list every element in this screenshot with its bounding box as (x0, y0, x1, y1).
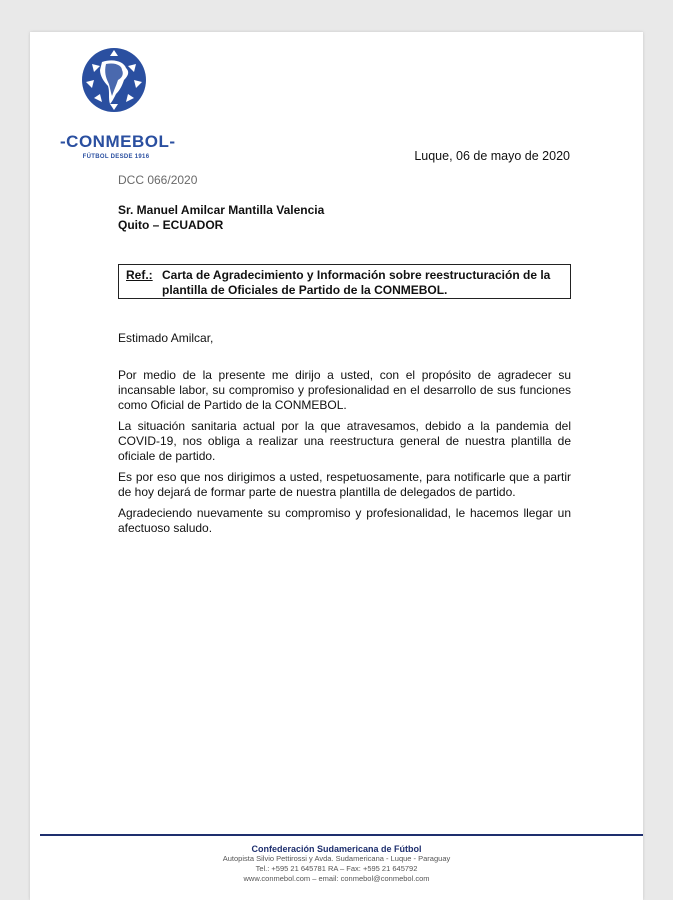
letter-page (30, 32, 643, 900)
reference-box (118, 264, 571, 299)
body-paragraph: Por medio de la presente me dirijo a usted, con el propósito de agradecer su incansable labor, su compromiso y profesionalidad en el desarrollo de sus funciones como Oficial de Partido de la CONMEBOL. (118, 368, 571, 412)
brand-text: CONMEBOL (66, 132, 170, 151)
recipient-name: Sr. Manuel Amilcar Mantilla Valencia (118, 203, 325, 217)
body-paragraph: Es por eso que nos dirigimos a usted, respetuosamente, para notificarle que a partir de hoy dejará de formar parte de nuestra plantilla de delegados de partido. (118, 470, 571, 499)
letter-date: Luque, 06 de mayo de 2020 (414, 149, 570, 163)
footer-organization: Confederación Sudamericana de Fútbol (251, 844, 422, 854)
conmebol-logo (60, 46, 176, 166)
body-paragraph: Agradeciendo nuevamente su compromiso y profesionalidad, le hacemos llegar un afectuoso saludo. (118, 506, 571, 535)
recipient-location: Quito – ECUADOR (118, 218, 224, 232)
reference-text: Carta de Agradecimiento y Información sobre reestructuración de la plantilla de Oficiales de Partido de la CONMEBOL. (162, 268, 551, 297)
greeting: Estimado Amilcar, (118, 331, 214, 345)
footer-phones: Tel.: +595 21 645781 RA – Fax: +595 21 645792 (255, 864, 418, 873)
brand-tagline: FÚTBOL DESDE 1916 (82, 154, 150, 160)
footer-address: Autopista Silvio Pettirossi y Avda. Sudamericana - Luque - Paraguay (222, 854, 451, 863)
reference-code: DCC 066/2020 (118, 173, 198, 187)
globe-icon (80, 46, 148, 114)
footer-contact: www.conmebol.com – email: conmebol@conmebol.com (243, 874, 430, 883)
footer-divider (40, 834, 643, 836)
brand-name: -CONMEBOL- (60, 132, 176, 151)
letter-body (118, 331, 571, 542)
reference-label: Ref.: (126, 268, 153, 282)
recipient-block (118, 203, 324, 233)
body-paragraph: La situación sanitaria actual por la que atravesamos, debido a la pandemia del COVID-19, nos obliga a realizar una reestructura general de nuestra plantilla de oficiale de partido. (118, 419, 571, 463)
letter-footer (30, 844, 643, 884)
